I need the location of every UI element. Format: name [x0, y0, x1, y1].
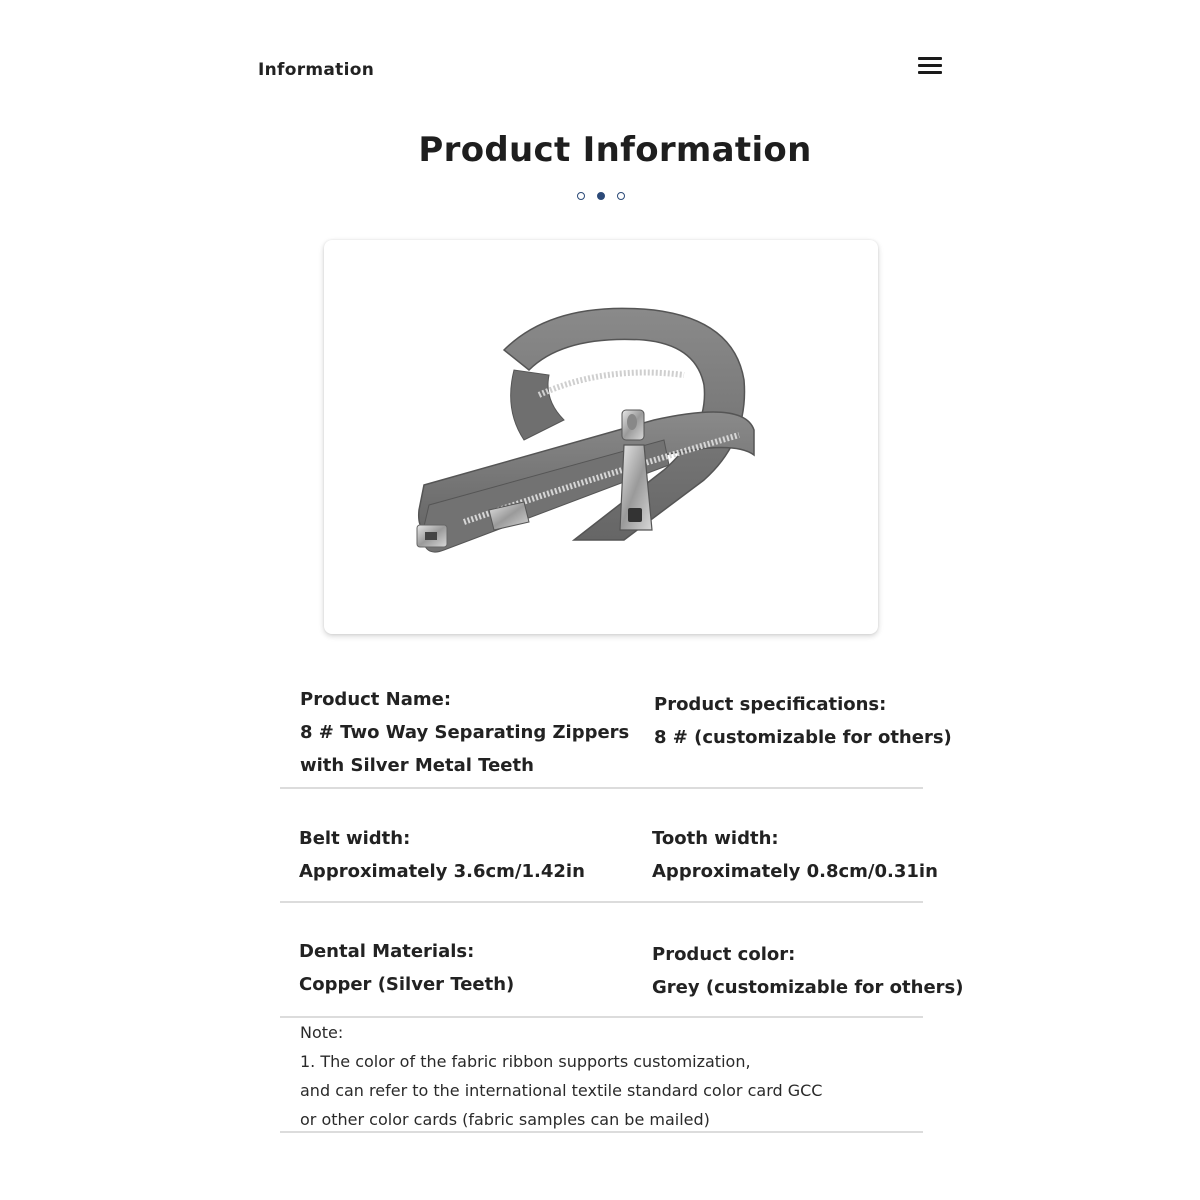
divider [280, 901, 923, 903]
product-name-value-continued: with Silver Metal Teeth [300, 755, 534, 776]
carousel-dot[interactable] [617, 192, 625, 200]
divider [280, 1131, 923, 1133]
product-image-card [324, 240, 878, 634]
carousel-indicator [576, 192, 628, 202]
product-name-value: 8 # Two Way Separating Zippers [300, 722, 630, 743]
note-label: Note: [300, 1023, 344, 1042]
hamburger-menu-icon[interactable] [918, 57, 942, 77]
tooth-width-label: Tooth width: [652, 828, 779, 849]
divider [280, 787, 923, 789]
carousel-dot[interactable] [577, 192, 585, 200]
page-title: Product Information [418, 130, 812, 170]
product-color-label: Product color: [652, 944, 796, 965]
tooth-width-value: Approximately 0.8cm/0.31in [652, 861, 938, 882]
product-specifications-label: Product specifications: [654, 694, 887, 715]
divider [280, 1016, 923, 1018]
belt-width-label: Belt width: [299, 828, 411, 849]
dental-materials-value: Copper (Silver Teeth) [299, 974, 515, 995]
header-label: Information [258, 60, 375, 80]
dental-materials-label: Dental Materials: [299, 941, 475, 962]
note-line: and can refer to the international textile standard color card GCC [300, 1081, 823, 1100]
note-line: 1. The color of the fabric ribbon supports customization, [300, 1052, 751, 1071]
belt-width-value: Approximately 3.6cm/1.42in [299, 861, 585, 882]
product-name-label: Product Name: [300, 689, 452, 710]
zipper-product-image [324, 240, 878, 634]
carousel-dot-active[interactable] [597, 192, 605, 200]
product-color-value: Grey (customizable for others) [652, 977, 964, 998]
note-line: or other color cards (fabric samples can be mailed) [300, 1110, 710, 1129]
product-specifications-value: 8 # (customizable for others) [654, 727, 952, 748]
